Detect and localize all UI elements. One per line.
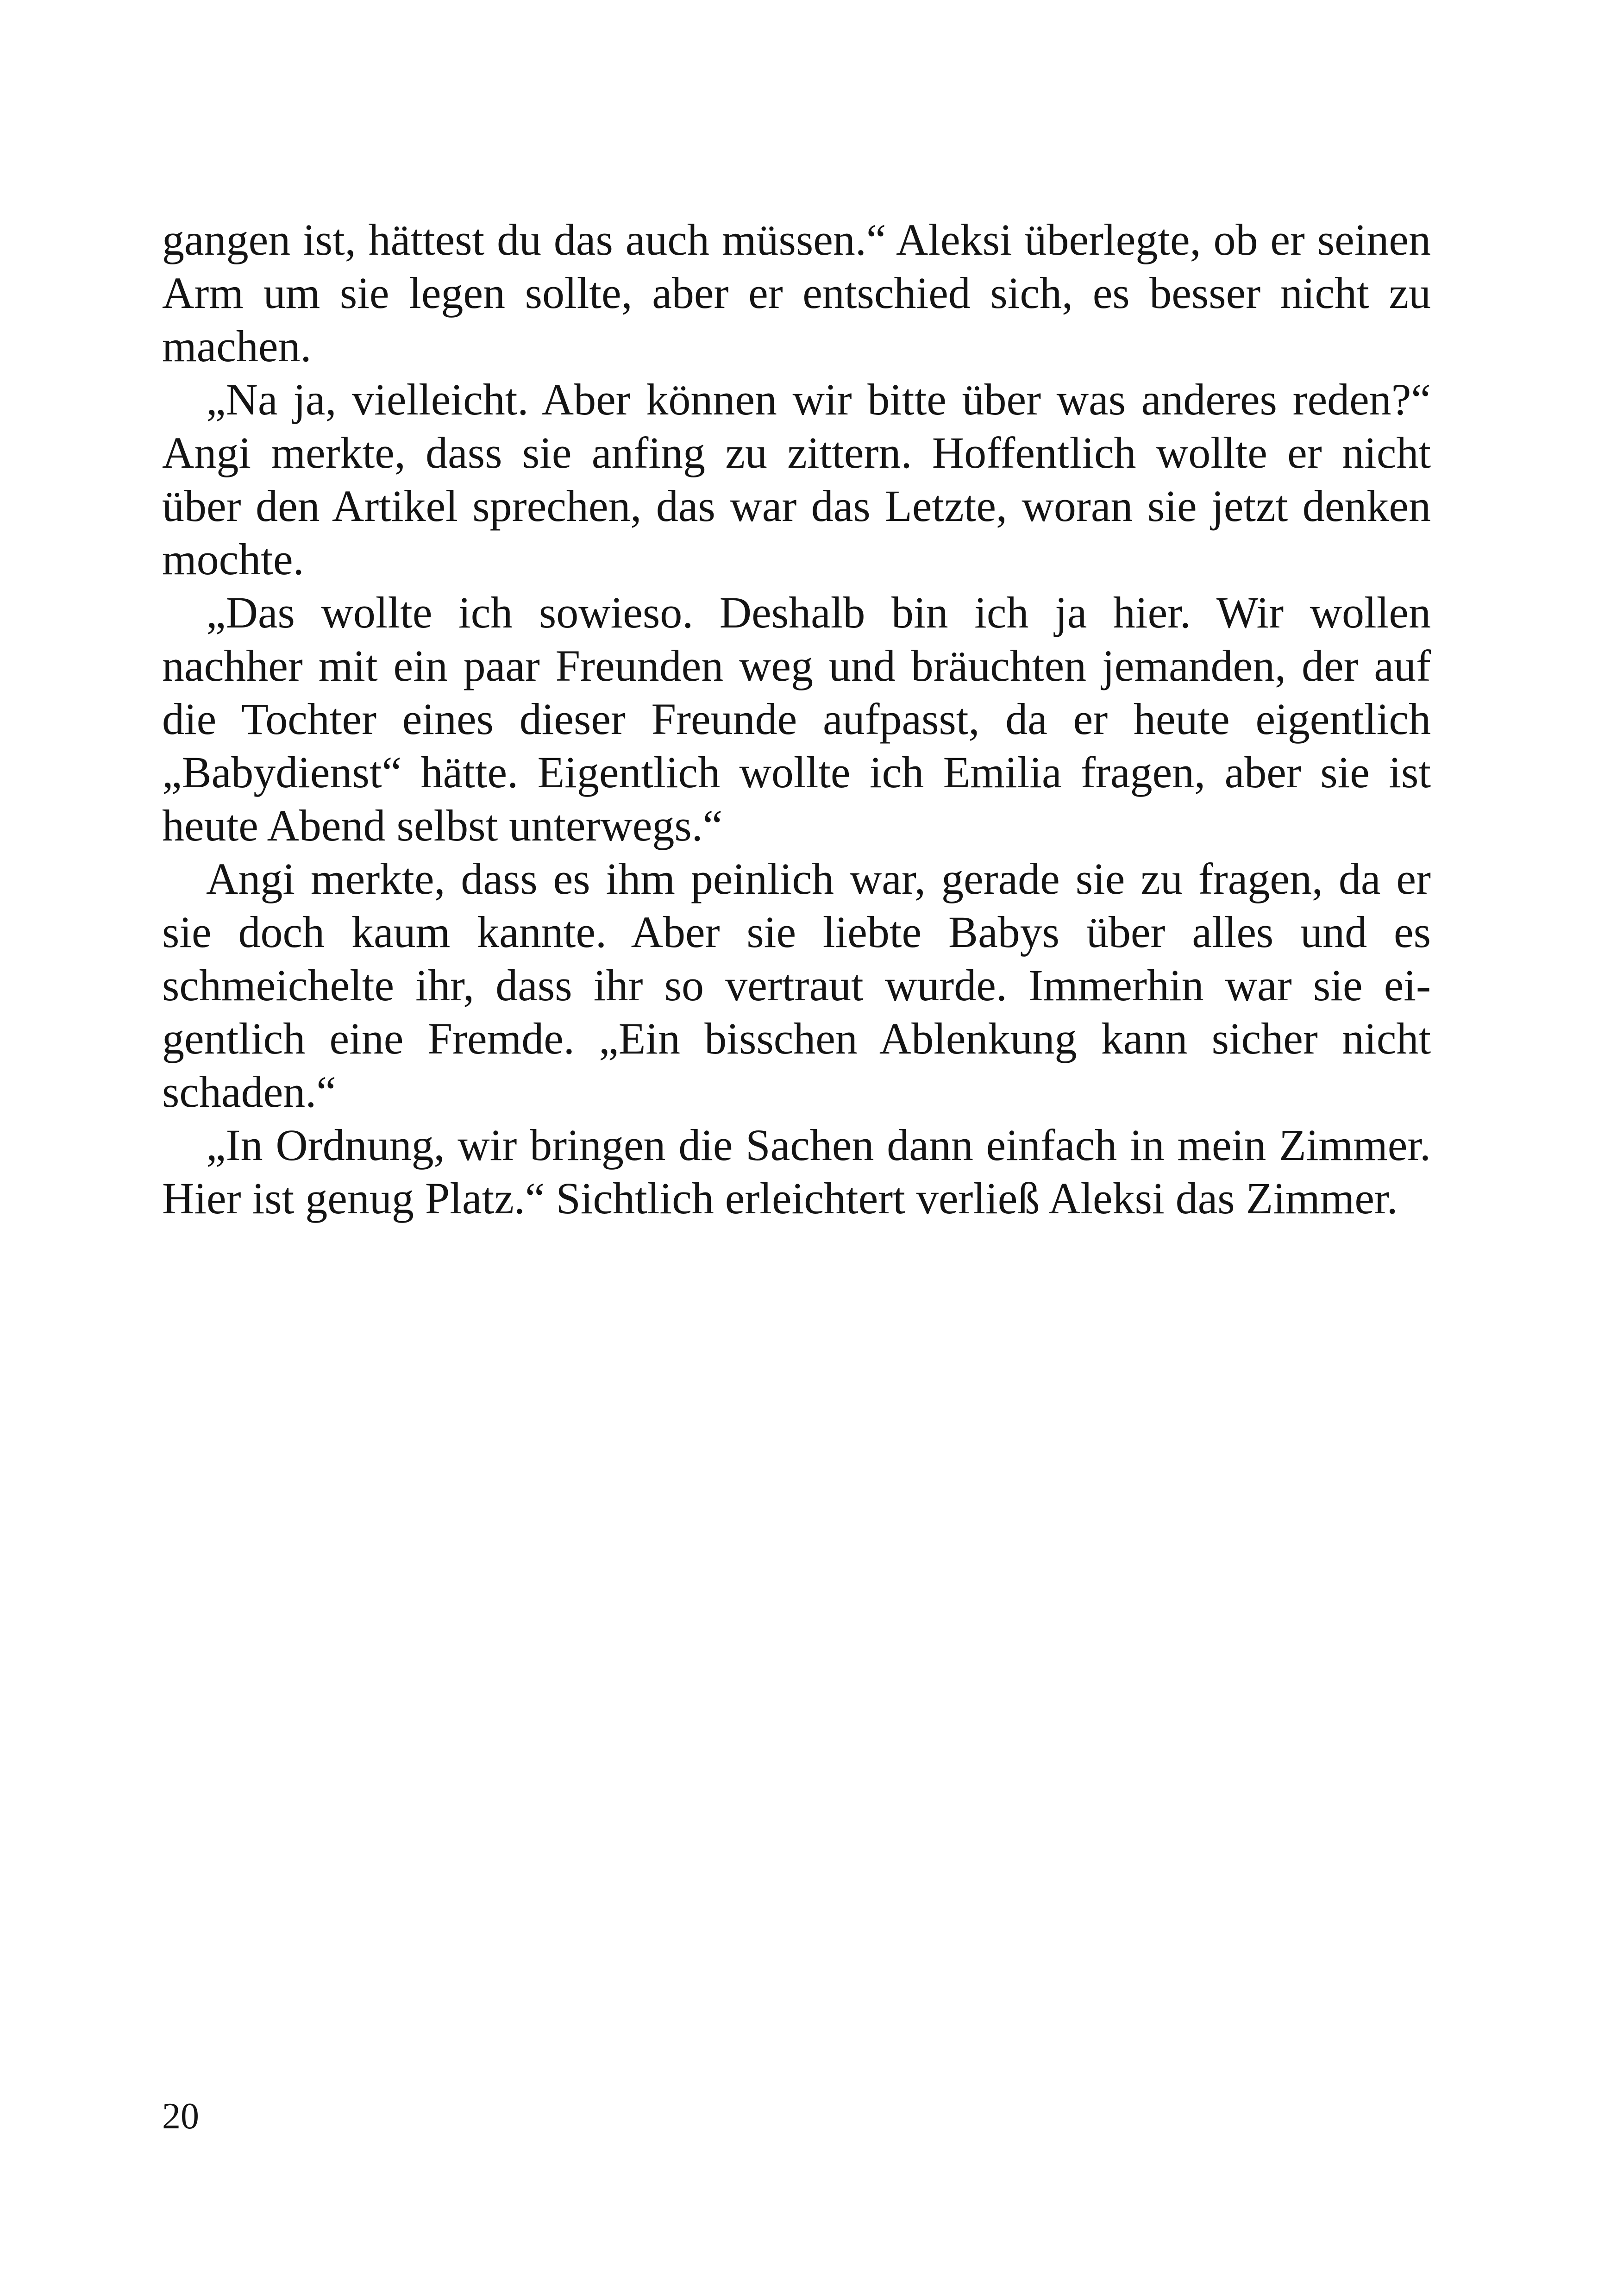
paragraph-5: „In Ordnung, wir bringen die Sachen dann einfach in mein Zimmer. Hier ist genug Platz.“ Sichtlich erleichtert verließ Aleksi das Zimmer. [162, 1120, 1431, 1223]
paragraph-1: gangen ist, hättest du das auch müssen.“ Aleksi überlegte, ob er seinen Arm um sie legen sollte, aber er entschied sich, es besser nicht zu machen. [162, 215, 1431, 371]
page-number: 20 [162, 2096, 199, 2137]
body-text [162, 213, 1431, 1225]
paragraph-4: Angi merkte, dass es ihm peinlich war, gerade sie zu fragen, da er sie doch kaum kannte. Aber sie liebte Babys über alles und es schmeichelte ihr, dass ihr so vertraut wurde. Immerhin war sie eigentlich eine Fremde. „Ein bisschen Ablenkung kann sicher nicht schaden.“ [162, 854, 1431, 1117]
paragraph-2: „Na ja, vielleicht. Aber können wir bitte über was anderes reden?“ Angi merkte, dass sie anfing zu zittern. Hoffentlich wollte er nicht über den Artikel sprechen, das war das Letzte, woran sie jetzt denken mochte. [162, 375, 1431, 584]
paragraph-3: „Das wollte ich sowieso. Deshalb bin ich ja hier. Wir wollen nachher mit ein paar Freunden weg und bräuchten jemanden, der auf die Tochter eines dieser Freunde aufpasst, da er heute eigentlich „Babydienst“ hätte. Eigentlich wollte ich Emilia fragen, aber sie ist heute Abend selbst unterwegs.“ [162, 588, 1431, 850]
